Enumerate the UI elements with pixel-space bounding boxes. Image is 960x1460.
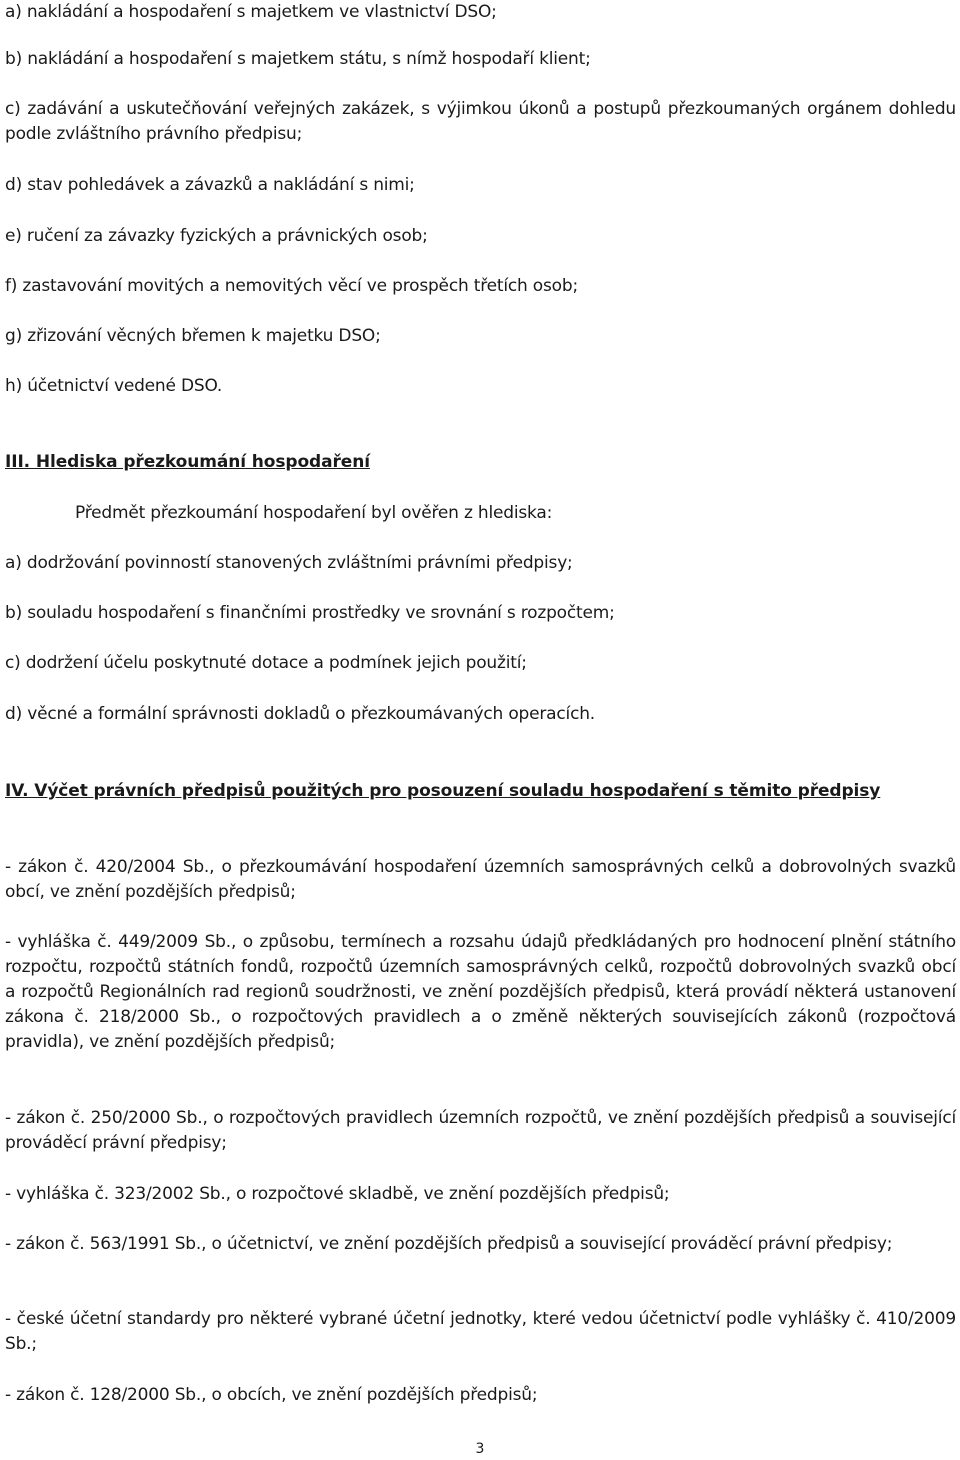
list-item: d) stav pohledávek a závazků a nakládání s nimi; (5, 175, 415, 195)
list-item: - zákon č. 563/1991 Sb., o účetnictví, ve znění pozdějších předpisů a související prováděcí právní předpisy; (5, 1234, 893, 1254)
list-item: - vyhláška č. 449/2009 Sb., o způsobu, termínech a rozsahu údajů předkládaných pro hodnocení plnění státního rozpočtu, rozpočtů státních fondů, rozpočtů územních samosprávných celků, rozpočtů dobrovolných svazků obcí a rozpočtů Regionálních rad regionů soudržnosti, ve znění pozdějších předpisů, která provádí některá ustanovení zákona č. 218/2000 Sb., o rozpočtových pravidlech a o změně některých souvisejících zákonů (rozpočtová pravidla), ve znění pozdějších předpisů; (5, 932, 956, 1052)
list-item: - zákon č. 250/2000 Sb., o rozpočtových pravidlech územních rozpočtů, ve znění pozdějších předpisů a související prováděcí právní předpisy; (5, 1108, 956, 1153)
list-item: a) nakládání a hospodaření s majetkem ve vlastnictví DSO; (5, 2, 497, 22)
list-item: c) dodržení účelu poskytnuté dotace a podmínek jejich použití; (5, 653, 527, 673)
list-item: - zákon č. 420/2004 Sb., o přezkoumávání hospodaření územních samosprávných celků a dobrovolných svazků obcí, ve znění pozdějších předpisů; (5, 857, 956, 902)
section-heading: III. Hlediska přezkoumání hospodaření (5, 452, 370, 472)
section-intro: Předmět přezkoumání hospodaření byl ověřen z hlediska: (75, 503, 553, 523)
list-item: - vyhláška č. 323/2002 Sb., o rozpočtové skladbě, ve znění pozdějších předpisů; (5, 1184, 670, 1204)
list-item: - zákon č. 128/2000 Sb., o obcích, ve znění pozdějších předpisů; (5, 1385, 538, 1405)
list-item: b) souladu hospodaření s finančními prostředky ve srovnání s rozpočtem; (5, 603, 615, 623)
list-item: c) zadávání a uskutečňování veřejných zakázek, s výjimkou úkonů a postupů přezkoumaných orgánem dohledu podle zvláštního právního předpisu; (5, 99, 956, 144)
page-number: 3 (475, 1441, 485, 1457)
list-item: e) ručení za závazky fyzických a právnických osob; (5, 226, 428, 246)
list-item: - české účetní standardy pro některé vybrané účetní jednotky, které vedou účetnictví podle vyhlášky č. 410/2009 Sb.; (5, 1309, 956, 1354)
list-item: d) věcné a formální správnosti dokladů o přezkoumávaných operacích. (5, 704, 595, 724)
section-heading: IV. Výčet právních předpisů použitých pro posouzení souladu hospodaření s těmito předpisy (5, 781, 881, 801)
list-item: a) dodržování povinností stanovených zvláštními právními předpisy; (5, 553, 573, 573)
list-item: h) účetnictví vedené DSO. (5, 376, 223, 396)
list-item: g) zřizování věcných břemen k majetku DSO; (5, 326, 381, 346)
list-item: f) zastavování movitých a nemovitých věcí ve prospěch třetích osob; (5, 276, 578, 296)
list-item: b) nakládání a hospodaření s majetkem státu, s nímž hospodaří klient; (5, 49, 591, 69)
